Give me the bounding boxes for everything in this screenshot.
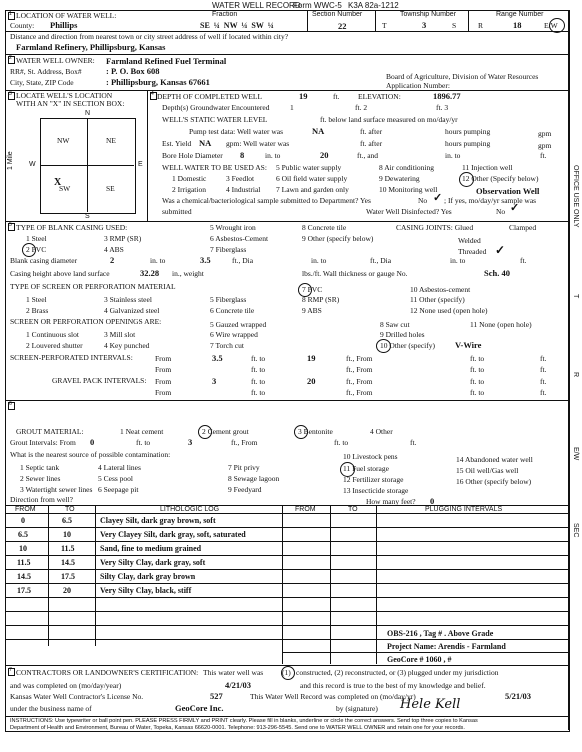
est-gpm: gpm bbox=[538, 141, 552, 150]
instructions-line-1: INSTRUCTIONS: Use typewriter or ball point pen. PLEASE PRESS FIRMLY and PRINT clearly. Please fill in blanks, underline or circle the correct answers. Send top three copies to Kansas bbox=[10, 718, 478, 724]
north-label: N bbox=[85, 110, 91, 117]
township-label: Township Number bbox=[400, 11, 457, 18]
county-value[interactable]: Phillips bbox=[50, 20, 78, 30]
range-value[interactable]: 18 bbox=[513, 20, 522, 30]
use-dewatering[interactable]: 9 Dewatering bbox=[379, 174, 420, 183]
use-other-circle bbox=[459, 172, 474, 187]
table-row-to: 20 bbox=[63, 586, 71, 595]
city-label: City, State, ZIP Code bbox=[10, 78, 74, 87]
pump-after: ft. after bbox=[360, 127, 383, 136]
contam-feedyard[interactable]: 9 Feedyard bbox=[228, 485, 262, 494]
fraction-label: Fraction bbox=[212, 11, 238, 18]
project-name: Project Name: Arendis - Farmland bbox=[387, 642, 506, 651]
office-use-label: OFFICE USE ONLY bbox=[572, 165, 579, 228]
blank-ft-dia-2: ft., Dia bbox=[370, 256, 392, 265]
contam-other[interactable]: 16 Other (specify below) bbox=[456, 477, 532, 486]
pump-hours: hours pumping bbox=[445, 127, 491, 136]
table-row-from: 6.5 bbox=[18, 530, 28, 539]
contam-lateral[interactable]: 4 Lateral lines bbox=[98, 463, 141, 472]
contam-insecticide[interactable]: 13 Insecticide storage bbox=[343, 486, 409, 495]
gravel-from-2: From bbox=[155, 388, 172, 397]
locate-label-2: WITH AN "X" IN SECTION BOX: bbox=[16, 99, 125, 108]
west-label: W bbox=[29, 161, 36, 168]
gravel-ft-to-2: ft. to bbox=[470, 388, 485, 397]
table-row-to: 14.5 bbox=[61, 558, 75, 567]
log-header-from-2: FROM bbox=[295, 506, 316, 513]
township-s: S bbox=[452, 21, 457, 30]
record-value[interactable]: 5/21/03 bbox=[505, 691, 531, 701]
use-label: WELL WATER TO BE USED AS: bbox=[162, 163, 267, 172]
use-public[interactable]: 5 Public water supply bbox=[276, 163, 342, 172]
table-row-from: 0 bbox=[21, 516, 25, 525]
gravel-ft-from-2: ft., From bbox=[346, 388, 373, 397]
rr-label: RR#, St. Address, Box# bbox=[10, 67, 82, 76]
static-level-tail: ft. below land surface measured on mo/day/yr bbox=[320, 115, 458, 124]
log-header-from: FROM bbox=[15, 506, 36, 513]
chem-no-check: ✓ bbox=[433, 192, 443, 204]
distance-value[interactable]: Farmland Refinery, Phillipsburg, Kansas bbox=[16, 42, 166, 52]
certification-label: CONTRACTORS OR LANDOWNER'S CERTIFICATION: bbox=[16, 668, 199, 677]
perf-from-value[interactable]: 3.5 bbox=[212, 353, 223, 363]
casing-welded[interactable]: Welded bbox=[458, 236, 481, 245]
bore-value[interactable]: 8 bbox=[240, 150, 245, 160]
log-header-to-2: TO bbox=[348, 506, 358, 513]
screen-galvanized[interactable]: 4 Galvanized steel bbox=[104, 306, 160, 315]
perf-ft-to-2: ft. to bbox=[470, 365, 485, 374]
grout-interval-label: Grout Intervals: From bbox=[10, 438, 76, 447]
opening-wire[interactable]: 6 Wire wrapped bbox=[210, 330, 258, 339]
south-label: S bbox=[85, 213, 90, 220]
rr-value[interactable]: : P. O. Box 608 bbox=[106, 66, 160, 76]
blank-in-to: in. to bbox=[150, 256, 166, 265]
use-air[interactable]: 8 Air conditioning bbox=[379, 163, 434, 172]
casing-schedule-value[interactable]: Sch. 40 bbox=[484, 268, 510, 278]
range-r: R bbox=[478, 21, 484, 30]
office-ew: E/W bbox=[572, 447, 579, 461]
office-t: T bbox=[572, 294, 579, 299]
screen-abs[interactable]: 9 ABS bbox=[302, 306, 322, 315]
perf-from: From bbox=[155, 354, 172, 363]
contam-cess[interactable]: 5 Cess pool bbox=[98, 474, 134, 483]
table-row-desc: Very Clayey Silt, dark gray, soft, saturated bbox=[100, 530, 246, 539]
use-monitoring[interactable]: 10 Monitoring well bbox=[379, 185, 438, 194]
table-row-desc: Very Silty Clay, black, stiff bbox=[100, 586, 192, 595]
cert-text-2: constructed, (2) reconstructed, or (3) plugged under my jurisdiction bbox=[296, 668, 499, 677]
section-number-label: Section Number bbox=[312, 11, 363, 18]
gravel-ft-to: ft. to bbox=[470, 377, 485, 386]
gw-3: ft. 3 bbox=[436, 103, 449, 112]
est-yield-gpm: gpm: Well water was bbox=[226, 139, 290, 148]
completed-label: and was completed on (mo/day/year) bbox=[10, 681, 122, 690]
table-row-to: 11.5 bbox=[61, 544, 75, 553]
casing-abs[interactable]: 4 ABS bbox=[104, 245, 124, 254]
ksa-number: K3A 82a-1212 bbox=[348, 1, 399, 10]
blank-ft-dia: ft., Dia bbox=[232, 256, 254, 265]
perf-ft-from-2: ft., From bbox=[346, 365, 373, 374]
pump-na-value[interactable]: NA bbox=[312, 126, 325, 136]
perf-to: ft. to bbox=[251, 354, 266, 363]
casing-clamped[interactable]: Clamped bbox=[509, 223, 537, 232]
obs-tag: OBS-216 , Tag # . Above Grade bbox=[387, 629, 494, 638]
opening-keypunched[interactable]: 4 Key punched bbox=[104, 341, 150, 350]
use-feedlot[interactable]: 3 Feedlot bbox=[226, 174, 255, 183]
grout-neat[interactable]: 1 Neat cement bbox=[120, 427, 164, 436]
table-row-desc: Very Silty Clay, dark gray, soft bbox=[100, 558, 206, 567]
pump-gpm: gpm bbox=[538, 129, 552, 138]
grout-cement-circle bbox=[198, 425, 212, 439]
how-many-feet-value[interactable]: 0 bbox=[430, 496, 435, 506]
range-ew[interactable]: E/W bbox=[544, 21, 558, 30]
use-irrigation[interactable]: 2 Irrigation bbox=[172, 185, 206, 194]
use-injection[interactable]: 11 Injection well bbox=[462, 163, 513, 172]
casing-height-value[interactable]: 32.28 bbox=[140, 268, 160, 278]
screen-brass[interactable]: 2 Brass bbox=[26, 306, 49, 315]
depth-ft: ft. bbox=[333, 92, 340, 101]
grout-tail-3: ft. bbox=[410, 438, 417, 447]
gravel-from: From bbox=[155, 377, 172, 386]
est-yield-label: Est. Yield bbox=[162, 139, 192, 148]
blank-ft-end: ft. bbox=[520, 256, 527, 265]
how-many-feet-label: How many feet? bbox=[366, 497, 416, 506]
casing-fiberglass[interactable]: 7 Fiberglass bbox=[210, 245, 247, 254]
mile-label: 1 Mile bbox=[7, 151, 14, 170]
table-row-from: 10 bbox=[19, 544, 27, 553]
location-label: LOCATION OF WATER WELL: bbox=[16, 11, 117, 20]
business-value[interactable]: GeoCore Inc. bbox=[175, 703, 224, 713]
casing-pvc-circle bbox=[22, 243, 36, 257]
casing-steel[interactable]: 1 Steel bbox=[26, 234, 47, 243]
bore-label: Bore Hole Diameter bbox=[162, 151, 223, 160]
office-sec: SEC bbox=[572, 523, 579, 538]
contam-fertilizer[interactable]: 12 Fertilizer storage bbox=[343, 475, 404, 484]
gw-2: ft. 2 bbox=[355, 103, 368, 112]
office-r: R bbox=[572, 372, 579, 378]
fraction-value[interactable]: SE ¼ NW ¼ SW ¼ bbox=[200, 21, 274, 30]
county-label: County: bbox=[10, 21, 35, 30]
license-value[interactable]: 527 bbox=[210, 691, 223, 701]
table-row-to: 17.5 bbox=[61, 572, 75, 581]
township-t: T bbox=[382, 21, 387, 30]
est-after: ft. after bbox=[360, 139, 383, 148]
gravel-ft: ft. bbox=[540, 377, 547, 386]
perforated-label: SCREEN-PERFORATED INTERVALS: bbox=[10, 353, 133, 362]
est-yield-value[interactable]: NA bbox=[199, 138, 212, 148]
log-header-lithologic: LITHOLOGIC LOG bbox=[160, 506, 220, 513]
groundwater-label: Depth(s) Groundwater Encountered bbox=[162, 103, 270, 112]
grout-other[interactable]: 4 Other bbox=[370, 427, 393, 436]
cert-constructed-circle bbox=[281, 666, 295, 680]
gravel-to-2: ft. to bbox=[251, 388, 266, 397]
use-oilfield[interactable]: 6 Oil field water supply bbox=[276, 174, 348, 183]
chem-no[interactable]: No bbox=[418, 196, 428, 205]
cert-constructed[interactable]: (1) bbox=[282, 668, 291, 677]
perf-ft-to: ft. to bbox=[470, 354, 485, 363]
perf-from-2: From bbox=[155, 365, 172, 374]
section-box[interactable] bbox=[40, 118, 136, 214]
est-hours: hours pumping bbox=[445, 139, 491, 148]
casing-joints-label: CASING JOINTS: Glued bbox=[396, 223, 474, 232]
log-header-plugging: PLUGGING INTERVALS bbox=[425, 506, 503, 513]
contam-oilwell[interactable]: 15 Oil well/Gas well bbox=[456, 466, 519, 475]
opening-other-circle bbox=[376, 339, 391, 353]
gravel-label: GRAVEL PACK INTERVALS: bbox=[52, 376, 147, 385]
chem-sample-label: Was a chemical/bacteriological sample submitted to Department? Yes bbox=[162, 196, 371, 205]
screen-steel[interactable]: 1 Steel bbox=[26, 295, 47, 304]
casing-pvc[interactable]: 2 PVC bbox=[26, 245, 47, 254]
casing-asbestos[interactable]: 6 Asbestos-Cement bbox=[210, 234, 269, 243]
perf-ft-2: ft. bbox=[540, 365, 547, 374]
screen-stainless[interactable]: 3 Stainless steel bbox=[104, 295, 152, 304]
blank-diameter-label: Blank casing diameter bbox=[10, 256, 78, 265]
opening-vwire-value[interactable]: V-Wire bbox=[455, 340, 482, 350]
casing-height-label: Casing height above land surface bbox=[10, 269, 110, 278]
screen-asbestos[interactable]: 10 Asbestos-cement bbox=[410, 285, 471, 294]
blank-diameter-value[interactable]: 2 bbox=[110, 255, 115, 265]
contam-abandoned[interactable]: 14 Abandoned water well bbox=[456, 455, 533, 464]
contamination-label: What is the nearest source of possible contamination: bbox=[10, 450, 171, 459]
screen-fiberglass[interactable]: 5 Fiberglass bbox=[210, 295, 247, 304]
gravel-ft-2: ft. bbox=[540, 388, 547, 397]
bore-to: in. to bbox=[265, 151, 281, 160]
instructions-line-2: Department of Health and Environment, Bureau of Water, Topeka, Kansas 66620-0001. Telephone: 913-296-5545. Send one to WATER WELL OWNER and retain one for your records. bbox=[10, 725, 465, 731]
opening-mill[interactable]: 3 Mill slot bbox=[104, 330, 136, 339]
grout-from-value[interactable]: 0 bbox=[90, 437, 95, 447]
perf-to-2: ft. to bbox=[251, 365, 266, 374]
sw-quadrant: SW bbox=[59, 184, 71, 193]
grout-to-value[interactable]: 3 bbox=[188, 437, 193, 447]
distance-label: Distance and direction from nearest town or city street address of well if located within city? bbox=[10, 32, 289, 41]
nw-quadrant: NW bbox=[57, 136, 70, 145]
casing-threaded[interactable]: Threaded bbox=[458, 247, 487, 256]
perf-ft: ft. bbox=[540, 354, 547, 363]
depth-label: DEPTH OF COMPLETED WELL bbox=[157, 92, 263, 101]
cert-text-1: This water well was bbox=[203, 668, 264, 677]
opening-louvered[interactable]: 2 Louvered shutter bbox=[26, 341, 83, 350]
se-quadrant: SE bbox=[106, 184, 115, 193]
contam-watertight[interactable]: 3 Watertight sewer lines bbox=[20, 485, 93, 494]
casing-rmp[interactable]: 3 RMP (SR) bbox=[104, 234, 142, 243]
form-number: Form WWC-5 bbox=[293, 1, 342, 10]
gravel-from-value[interactable]: 3 bbox=[212, 376, 217, 386]
cert-text-3: and this record is true to the best of my knowledge and belief. bbox=[300, 681, 486, 690]
grout-label: GROUT MATERIAL: bbox=[16, 427, 84, 436]
form-title: WATER WELL RECORD bbox=[212, 1, 301, 10]
opening-continuous[interactable]: 1 Continuous slot bbox=[26, 330, 79, 339]
use-lawn[interactable]: 7 Lawn and garden only bbox=[276, 185, 349, 194]
gravel-ft-from: ft., From bbox=[346, 377, 373, 386]
table-row-from: 17.5 bbox=[17, 586, 31, 595]
contam-seepage[interactable]: 6 Seepage pit bbox=[98, 485, 139, 494]
completed-value[interactable]: 4/21/03 bbox=[225, 680, 251, 690]
gravel-to: ft. to bbox=[251, 377, 266, 386]
disinfected-no-check: ✓ bbox=[510, 202, 520, 214]
direction-label: Direction from well? bbox=[10, 495, 73, 504]
casing-other[interactable]: 9 Other (specify below) bbox=[302, 234, 374, 243]
screen-pvc[interactable]: 7 PVC bbox=[302, 285, 323, 294]
bore-in-to: in. to bbox=[445, 151, 461, 160]
casing-type-label: TYPE OF BLANK CASING USED: bbox=[16, 223, 128, 232]
opening-gauzed[interactable]: 5 Gauzed wrapped bbox=[210, 320, 267, 329]
owner-value[interactable]: Farmland Refined Fuel Terminal bbox=[106, 56, 227, 66]
bore-and: ft., and bbox=[357, 151, 379, 160]
contam-septic[interactable]: 1 Septic tank bbox=[20, 463, 60, 472]
section-number-value[interactable]: 22 bbox=[338, 21, 347, 31]
application-number-label: Application Number: bbox=[386, 81, 450, 90]
opening-torch[interactable]: 7 Torch cut bbox=[210, 341, 244, 350]
use-domestic[interactable]: 1 Domestic bbox=[172, 174, 207, 183]
city-value[interactable]: : Phillipsburg, Kansas 67661 bbox=[106, 77, 210, 87]
screen-rmp[interactable]: 8 RMP (SR) bbox=[302, 295, 340, 304]
locate-label: LOCATE WELL'S LOCATION bbox=[16, 91, 113, 100]
gw-1: 1 bbox=[290, 103, 294, 112]
grout-bentonite[interactable]: 3 Bentonite bbox=[298, 427, 333, 436]
grout-to-label: ft. to bbox=[136, 438, 151, 447]
opening-drilled[interactable]: 9 Drilled holes bbox=[380, 330, 425, 339]
perf-to-value[interactable]: 19 bbox=[307, 353, 316, 363]
opening-none[interactable]: 11 None (open hole) bbox=[470, 320, 532, 329]
contam-fuel[interactable]: 11 Fuel storage bbox=[343, 464, 389, 473]
grout-tail-2: ft. to bbox=[334, 438, 349, 447]
screen-material-label: TYPE OF SCREEN OR PERFORATION MATERIAL bbox=[10, 282, 176, 291]
contam-pit[interactable]: 7 Pit privy bbox=[228, 463, 260, 472]
other-use-value[interactable]: Observation Well bbox=[476, 186, 540, 196]
screen-other[interactable]: 11 Other (specify) bbox=[410, 295, 465, 304]
contam-lagoon[interactable]: 8 Sewage lagoon bbox=[228, 474, 280, 483]
table-row-desc: Clayey Silt, dark gray brown, soft bbox=[100, 516, 216, 525]
screen-concrete[interactable]: 6 Concrete tile bbox=[210, 306, 255, 315]
depth-value[interactable]: 19 bbox=[299, 91, 308, 101]
ne-quadrant: NE bbox=[106, 136, 116, 145]
log-header-to: TO bbox=[65, 506, 75, 513]
blank-in-to-3: in. to bbox=[450, 256, 466, 265]
table-row-desc: Sand, fine to medium grained bbox=[100, 544, 202, 553]
perf-ft-from: ft., From bbox=[346, 354, 373, 363]
contam-livestock[interactable]: 10 Livestock pens bbox=[343, 452, 398, 461]
submitted-label: submitted bbox=[162, 207, 192, 216]
gravel-to-value[interactable]: 20 bbox=[307, 376, 316, 386]
use-other[interactable]: 12 Other (Specify below) bbox=[462, 174, 539, 183]
contam-sewer[interactable]: 2 Sewer lines bbox=[20, 474, 61, 483]
range-label: Range Number bbox=[496, 11, 544, 18]
grout-tail: ft., From bbox=[231, 438, 258, 447]
board-label: Board of Agriculture, Division of Water Resources bbox=[386, 72, 539, 81]
geocore-number: GeoCore # 1060 , # bbox=[387, 655, 452, 664]
use-industrial[interactable]: 4 Industrial bbox=[226, 185, 261, 194]
disinfected-no[interactable]: No bbox=[496, 207, 506, 216]
blank-in-to-2: in. to bbox=[311, 256, 327, 265]
casing-weight: in., weight bbox=[172, 269, 204, 278]
license-label: Kansas Water Well Contractor's License No. bbox=[10, 692, 144, 701]
chem-tail: ; If yes, mo/day/yr sample was bbox=[444, 196, 537, 205]
disinfected-label: Water Well Disinfected? Yes bbox=[366, 207, 452, 216]
location-x-mark: X bbox=[54, 177, 62, 188]
grout-cement[interactable]: 2 Cement grout bbox=[202, 427, 249, 436]
table-row-from: 11.5 bbox=[17, 558, 31, 567]
business-label: under the business name of bbox=[10, 704, 92, 713]
bore-depth-value[interactable]: 20 bbox=[320, 150, 329, 160]
bore-ft: ft. bbox=[540, 151, 547, 160]
table-row-desc: Silty Clay, dark gray brown bbox=[100, 572, 196, 581]
table-row-from: 14.5 bbox=[17, 572, 31, 581]
township-value[interactable]: 3 bbox=[422, 20, 427, 30]
table-row-to: 10 bbox=[63, 530, 71, 539]
record-label: This Water Well Record was completed on (mo/day/yr) bbox=[250, 692, 416, 701]
blank-to-value[interactable]: 3.5 bbox=[200, 255, 211, 265]
elevation-value[interactable]: 1896.77 bbox=[433, 91, 461, 101]
casing-concrete[interactable]: 8 Concrete tile bbox=[302, 223, 347, 232]
grout-bentonite-circle bbox=[294, 425, 308, 439]
opening-other[interactable]: 10 Other (specify) bbox=[380, 341, 435, 350]
casing-lbs: lbs./ft. Wall thickness or gauge No. bbox=[302, 269, 408, 278]
signature: Hele Kell bbox=[400, 697, 461, 712]
openings-label: SCREEN OR PERFORATION OPENINGS ARE: bbox=[10, 317, 162, 326]
threaded-check: ✓ bbox=[495, 243, 506, 257]
signature-label: by (signature) bbox=[336, 704, 378, 713]
east-label: E bbox=[138, 161, 143, 168]
table-row-to: 6.5 bbox=[62, 516, 72, 525]
screen-none[interactable]: 12 None used (open hole) bbox=[410, 306, 488, 315]
static-level-label: WELL'S STATIC WATER LEVEL bbox=[162, 115, 268, 124]
owner-label: WATER WELL OWNER: bbox=[16, 56, 95, 65]
pump-test-label: Pump test data: Well water was bbox=[189, 127, 284, 136]
elevation-label: ELEVATION: bbox=[358, 92, 401, 101]
opening-sawcut[interactable]: 8 Saw cut bbox=[380, 320, 410, 329]
casing-wrought[interactable]: 5 Wrought iron bbox=[210, 223, 256, 232]
